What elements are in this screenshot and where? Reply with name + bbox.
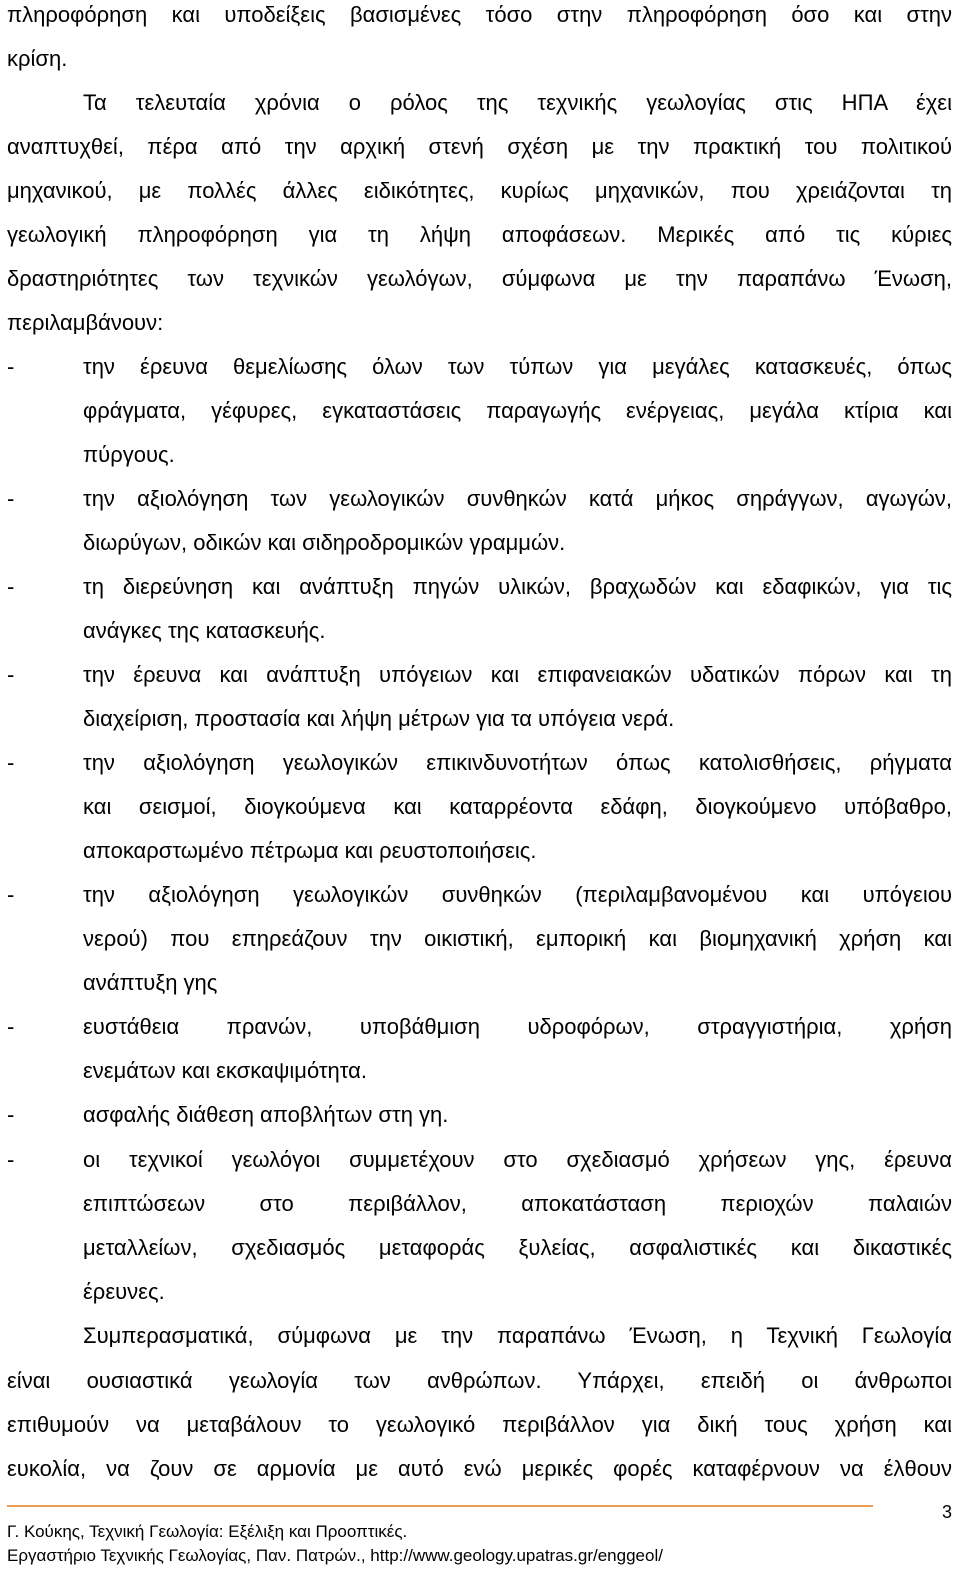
list-item-line: αποκαρστωμένο πέτρωμα και ρευστοποιήσεις.	[83, 838, 537, 863]
footer-author-line: Γ. Κούκης, Τεχνική Γεωλογία: Εξέλιξη και Προοπτικές.	[7, 1522, 408, 1541]
list-item-line: μεταλλείων, σχεδιασμός μεταφοράς ξυλείας, ασφαλιστικές και δικαστικές	[83, 1235, 952, 1260]
list-dash: -	[7, 750, 15, 775]
list-item-line: την έρευνα θεμελίωσης όλων των τύπων για μεγάλες κατασκευές, όπως	[83, 354, 952, 379]
list-item-line: έρευνες.	[83, 1279, 165, 1304]
list-item-line: διωρύγων, οδικών και σιδηροδρομικών γραμμών.	[83, 530, 566, 555]
paragraph-line: κρίση.	[7, 46, 68, 71]
paragraph-line: επιθυμούν να μεταβάλουν το γεωλογικό περιβάλλον για δική τους χρήση και	[7, 1412, 952, 1437]
list-item-line: διαχείριση, προστασία και λήψη μέτρων για τα υπόγεια νερά.	[83, 706, 675, 731]
list-item-line: οι τεχνικοί γεωλόγοι συμμετέχουν στο σχεδιασμό χρήσεων γης, έρευνα	[83, 1147, 952, 1172]
paragraph-line: αναπτυχθεί, πέρα από την αρχική στενή σχέση με την πρακτική του πολιτικού	[7, 134, 952, 159]
list-item-line: ενεμάτων και εκσκαψιμότητα.	[83, 1058, 368, 1083]
footer-lab-line: Εργαστήριο Τεχνικής Γεωλογίας, Παν. Πατρών., http://www.geology.upatras.gr/enggeol/	[7, 1546, 663, 1565]
list-dash: -	[7, 486, 15, 511]
list-item-line: ανάγκες της κατασκευής.	[83, 618, 326, 643]
list-dash: -	[7, 882, 15, 907]
paragraph-line: γεωλογική πληροφόρηση για τη λήψη αποφάσεων. Μερικές από τις κύριες	[7, 222, 952, 247]
list-item-line: την έρευνα και ανάπτυξη υπόγειων και επιφανειακών υδατικών πόρων και τη	[83, 662, 952, 687]
list-dash: -	[7, 574, 15, 599]
paragraph-line: είναι ουσιαστικά γεωλογία των ανθρώπων. Υπάρχει, επειδή οι άνθρωποι	[7, 1368, 952, 1393]
list-dash: -	[7, 1014, 15, 1039]
paragraph-line: πληροφόρηση και υποδείξεις βασισμένες τόσο στην πληροφόρηση όσο και στην	[7, 2, 952, 27]
list-item-line: φράγματα, γέφυρες, εγκαταστάσεις παραγωγής ενέργειας, μεγάλα κτίρια και	[83, 398, 952, 423]
paragraph-line: Τα τελευταία χρόνια ο ρόλος της τεχνικής γεωλογίας στις ΗΠΑ έχει	[83, 90, 952, 115]
list-dash: -	[7, 1147, 15, 1172]
list-dash: -	[7, 1102, 15, 1127]
list-dash: -	[7, 662, 15, 687]
page-number: 3	[941, 1502, 952, 1522]
list-item-line: την αξιολόγηση των γεωλογικών συνθηκών κατά μήκος σηράγγων, αγωγών,	[83, 486, 952, 511]
list-dash: -	[7, 354, 15, 379]
list-item-line: ασφαλής διάθεση αποβλήτων στη γη.	[83, 1102, 449, 1127]
paragraph-line: δραστηριότητες των τεχνικών γεωλόγων, σύμφωνα με την παραπάνω Ένωση,	[7, 266, 952, 291]
list-item-line: πύργους.	[83, 442, 175, 467]
list-item-line: επιπτώσεων στο περιβάλλον, αποκατάσταση περιοχών παλαιών	[83, 1191, 952, 1216]
footer-rule	[7, 1505, 873, 1507]
list-item-line: ευστάθεια πρανών, υποβάθμιση υδροφόρων, στραγγιστήρια, χρήση	[83, 1014, 952, 1039]
list-item-line: νερού) που επηρεάζουν την οικιστική, εμπορική και βιομηχανική χρήση και	[83, 926, 952, 951]
paragraph-line: περιλαμβάνουν:	[7, 310, 164, 335]
paragraph-line: ευκολία, να ζουν σε αρμονία με αυτό ενώ μερικές φορές καταφέρνουν να έλθουν	[7, 1456, 952, 1481]
list-item-line: ανάπτυξη γης	[83, 970, 218, 995]
list-item-line: την αξιολόγηση γεωλογικών επικινδυνοτήτων όπως κατολισθήσεις, ρήγματα	[83, 750, 952, 775]
paragraph-line: Συμπερασματικά, σύμφωνα με την παραπάνω Ένωση, η Τεχνική Γεωλογία	[83, 1323, 952, 1348]
paragraph-line: μηχανικού, με πολλές άλλες ειδικότητες, κυρίως μηχανικών, που χρειάζονται τη	[7, 178, 952, 203]
list-item-line: την αξιολόγηση γεωλογικών συνθηκών (περιλαμβανομένου και υπόγειου	[83, 882, 952, 907]
list-item-line: και σεισμοί, διογκούμενα και καταρρέοντα εδάφη, διογκούμενο υπόβαθρο,	[83, 794, 952, 819]
list-item-line: τη διερεύνηση και ανάπτυξη πηγών υλικών, βραχωδών και εδαφικών, για τις	[83, 574, 952, 599]
